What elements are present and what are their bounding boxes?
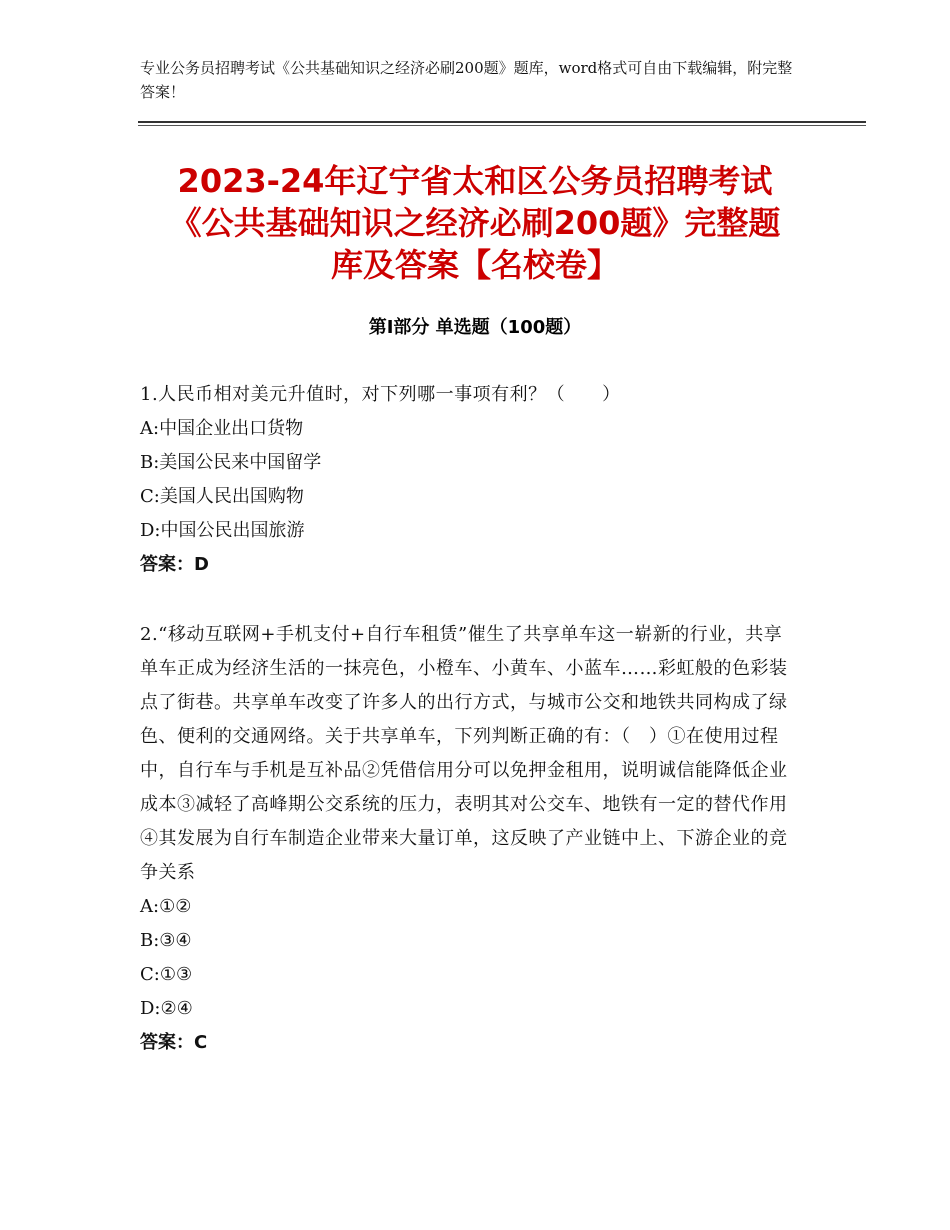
title-line: 库及答案【名校卷】 bbox=[330, 246, 619, 284]
option-d: D:中国公民出国旅游 bbox=[140, 520, 305, 541]
option-c: C:①③ bbox=[140, 964, 193, 985]
question-stem: 2.“移动互联网+手机支付+自行车租赁”催生了共享单车这一崭新的行业，共享单车正成为经济生活的一抹亮色，小橙车、小黄车、小蓝车……彩虹般的色彩装点了街巷。共享单车改变了许多人的出行方式，与城市公交和地铁共同构成了绿色、便利的交通网络。关于共享单车，下列判断正确的有：（ ）①在使用过程中，自行车与手机是互补品②凭借信用分可以免押金租用，说明诚信能降低企业成本③减轻了高峰期公交系统的压力，表明其对公交车、地铁有一定的替代作用④其发展为自行车制造企业带来大量订单，这反映了产业链中上、下游企业的竞争关系 bbox=[140, 624, 788, 883]
question-1 bbox=[140, 378, 800, 582]
option-b: B:③④ bbox=[140, 930, 192, 951]
document-title bbox=[140, 160, 810, 286]
question-stem: 1.人民币相对美元升值时，对下列哪一事项有利？（ ） bbox=[140, 384, 621, 405]
option-b: B:美国公民来中国留学 bbox=[140, 452, 322, 473]
header-note: 专业公务员招聘考试《公共基础知识之经济必刷200题》题库，word格式可自由下载编辑，附完整答案！ bbox=[140, 59, 793, 101]
title-line: 《公共基础知识之经济必刷200题》完整题 bbox=[169, 204, 781, 242]
option-c: C:美国人民出国购物 bbox=[140, 486, 304, 507]
answer: 答案：C bbox=[140, 1032, 208, 1053]
answer: 答案：D bbox=[140, 554, 209, 575]
title-line: 2023-24年辽宁省太和区公务员招聘考试 bbox=[177, 162, 773, 200]
option-a: A:①② bbox=[140, 896, 192, 917]
header-divider-thin bbox=[138, 125, 866, 126]
header-divider-thick bbox=[138, 121, 866, 123]
question-2 bbox=[140, 618, 800, 1060]
section-title: 第Ⅰ部分 单选题（100题） bbox=[368, 317, 582, 338]
option-d: D:②④ bbox=[140, 998, 193, 1019]
option-a: A:中国企业出口货物 bbox=[140, 418, 304, 439]
